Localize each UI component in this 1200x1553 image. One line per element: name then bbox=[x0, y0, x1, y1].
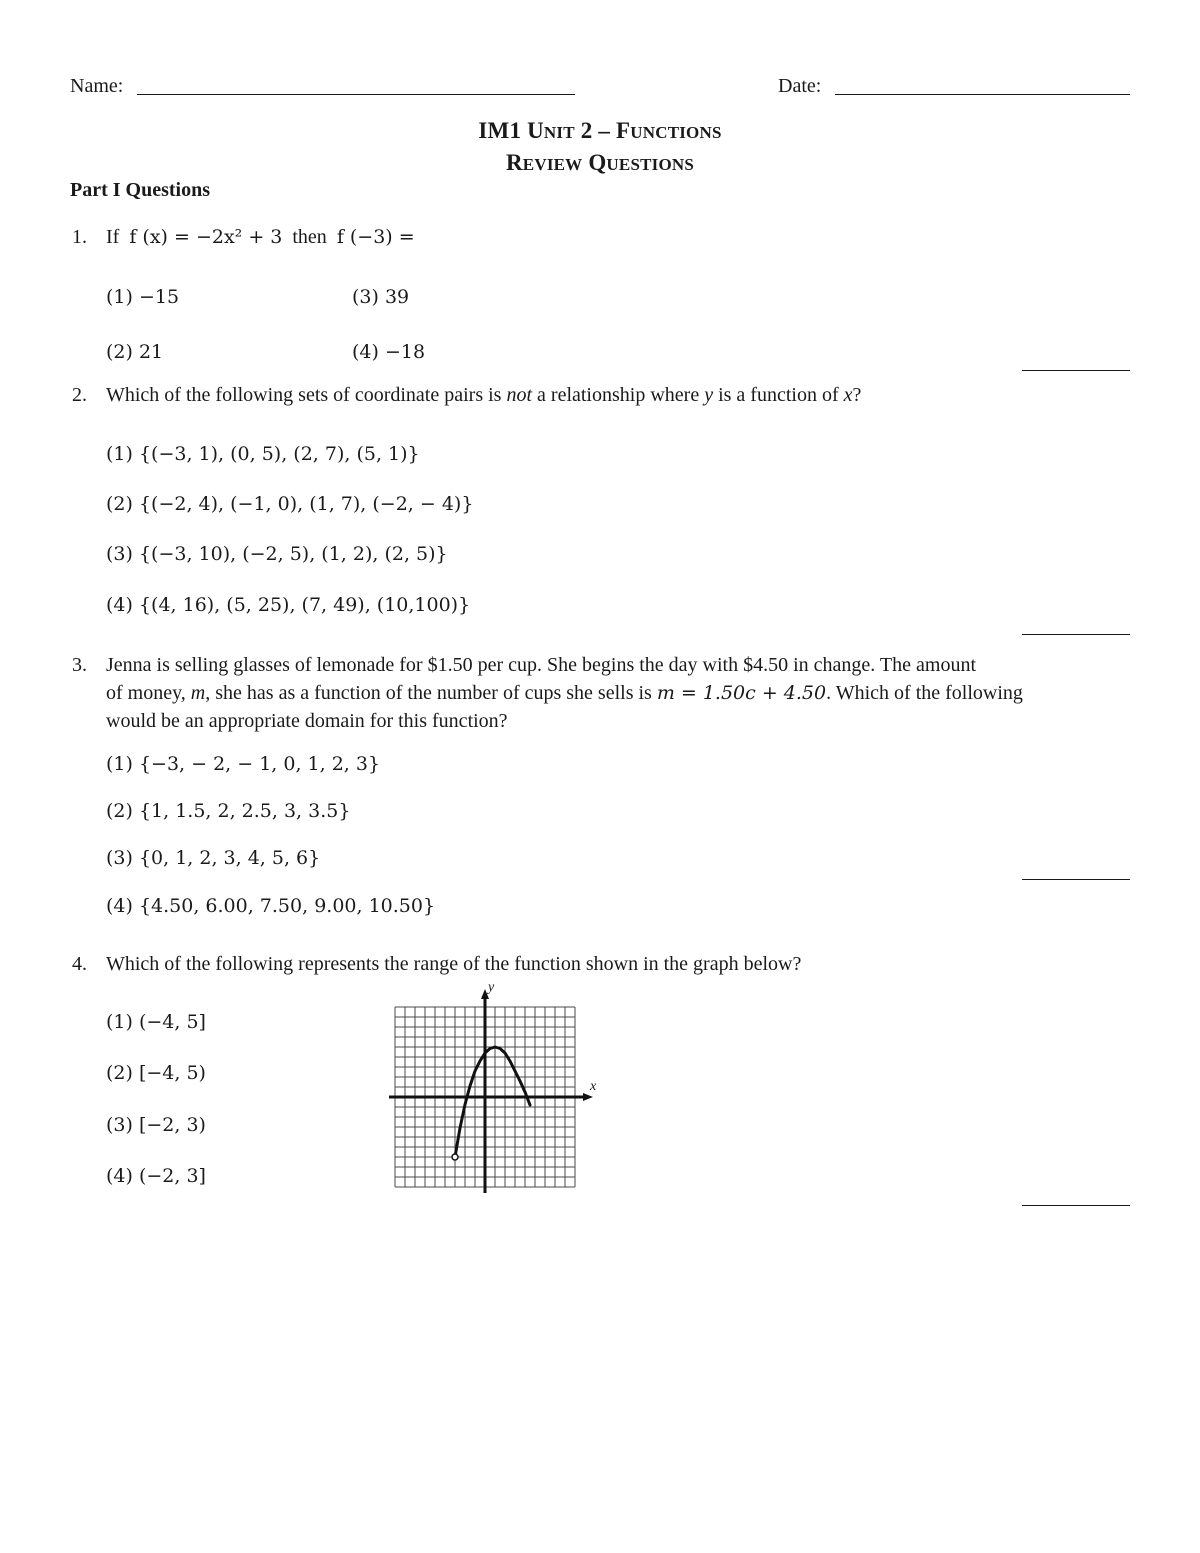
q3-line-3: would be an appropriate domain for this function? bbox=[106, 710, 508, 732]
date-line[interactable] bbox=[835, 94, 1130, 95]
q4-choice-2[interactable]: (2) [−4, 5) bbox=[106, 1062, 206, 1084]
q1-number: 1. bbox=[72, 226, 87, 248]
date-label: Date: bbox=[778, 75, 822, 97]
q1-stem: If f (x) = −2x² + 3 then f (−3) = bbox=[106, 226, 415, 248]
q1-expression: f (x) = −2x² + 3 bbox=[129, 226, 283, 248]
y-axis-label: y bbox=[488, 982, 495, 995]
q2-choice-2[interactable]: (2) {(−2, 4), (−1, 0), (1, 7), (−2, − 4)} bbox=[106, 493, 474, 515]
q3-choice-3[interactable]: (3) {0, 1, 2, 3, 4, 5, 6} bbox=[106, 847, 321, 869]
q2-choice-4[interactable]: (4) {(4, 16), (5, 25), (7, 49), (10,100)} bbox=[106, 594, 471, 616]
x-axis-arrow bbox=[583, 1093, 593, 1101]
name-label: Name: bbox=[70, 75, 124, 97]
q1-answer-line[interactable] bbox=[1022, 370, 1130, 371]
q2-stem: Which of the following sets of coordinate pairs is not a relationship where y is a function of x? bbox=[106, 384, 862, 406]
function-curve-group bbox=[452, 1047, 530, 1160]
q4-stem: Which of the following represents the range of the function shown in the graph below? bbox=[106, 953, 802, 975]
q2-choice-3[interactable]: (3) {(−3, 10), (−2, 5), (1, 2), (2, 5)} bbox=[106, 543, 448, 565]
function-graph bbox=[378, 982, 608, 1202]
q4-number: 4. bbox=[72, 953, 87, 975]
q3-line-2: of money, m, she has as a function of the number of cups she sells is m = 1.50c + 4.50. Which of the following bbox=[106, 682, 1023, 704]
q1-choice-4[interactable]: (4) −18 bbox=[352, 341, 426, 363]
q4-answer-line[interactable] bbox=[1022, 1205, 1130, 1206]
function-curve bbox=[455, 1047, 530, 1157]
q3-line-1: Jenna is selling glasses of lemonade for $1.50 per cup. She begins the day with $4.50 in change. The amount bbox=[106, 654, 976, 676]
q1-expression-2: f (−3) = bbox=[336, 226, 415, 248]
part-heading: Part I Questions bbox=[70, 179, 210, 201]
name-line[interactable] bbox=[137, 94, 575, 95]
q2-answer-line[interactable] bbox=[1022, 634, 1130, 635]
q3-choice-2[interactable]: (2) {1, 1.5, 2, 2.5, 3, 3.5} bbox=[106, 800, 351, 822]
q3-answer-line[interactable] bbox=[1022, 879, 1130, 880]
q3-equation: m = 1.50c + 4.50 bbox=[656, 682, 827, 704]
q4-choice-3[interactable]: (3) [−2, 3) bbox=[106, 1114, 206, 1136]
page-subtitle: REVIEW QUESTIONS bbox=[505, 150, 695, 175]
x-axis-label: x bbox=[590, 1079, 597, 1094]
page-title: IM1 UNIT 2 – FUNCTIONS bbox=[478, 118, 722, 143]
q1-choice-1[interactable]: (1) −15 bbox=[106, 286, 180, 308]
graph-axes bbox=[389, 989, 593, 1193]
q2-choice-1[interactable]: (1) {(−3, 1), (0, 5), (2, 7), (5, 1)} bbox=[106, 443, 420, 465]
open-endpoint-marker bbox=[452, 1154, 458, 1160]
q4-choice-1[interactable]: (1) (−4, 5] bbox=[106, 1011, 206, 1033]
q1-choice-2[interactable]: (2) 21 bbox=[106, 341, 164, 363]
q4-choice-4[interactable]: (4) (−2, 3] bbox=[106, 1165, 206, 1187]
q3-choice-1[interactable]: (1) {−3, − 2, − 1, 0, 1, 2, 3} bbox=[106, 753, 381, 775]
q3-number: 3. bbox=[72, 654, 87, 676]
q3-choice-4[interactable]: (4) {4.50, 6.00, 7.50, 9.00, 10.50} bbox=[106, 895, 436, 917]
q2-number: 2. bbox=[72, 384, 87, 406]
q1-choice-3[interactable]: (3) 39 bbox=[352, 286, 410, 308]
